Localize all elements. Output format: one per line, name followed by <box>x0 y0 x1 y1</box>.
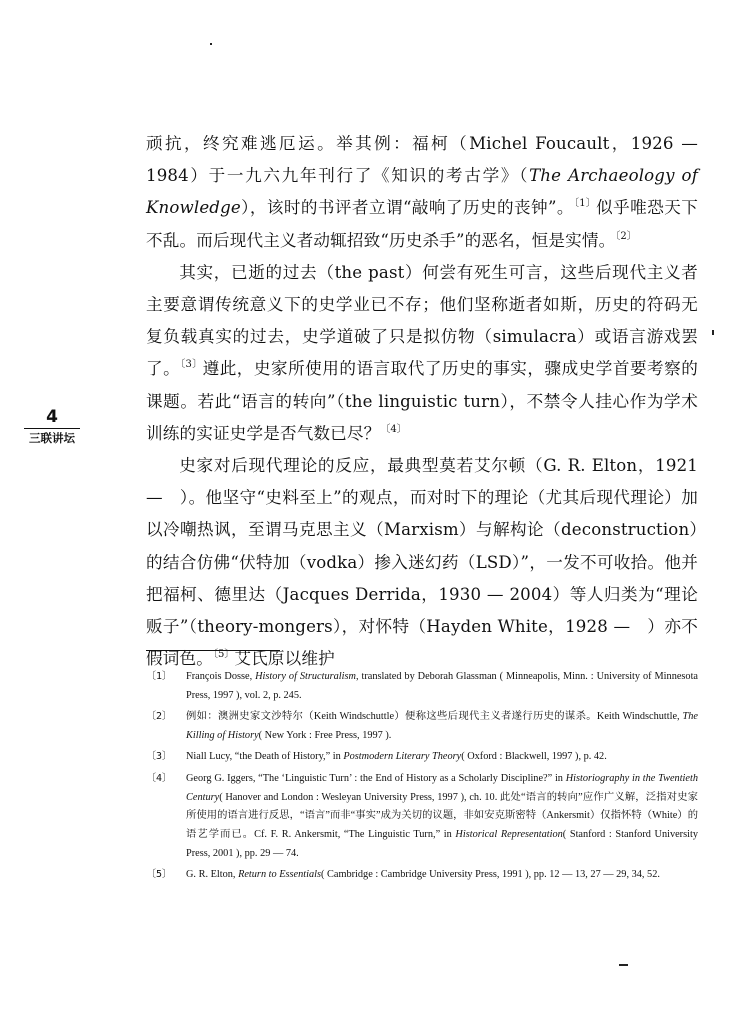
text-run: 其实，已逝的过去（the past）何尝有死生可言，这些后现代主义者主要意谓传统意义下的史学业已不存；他们坚称逝者如斯，历史的符码无复负载真实的过去，史学道破了只是拟仿物（simulacra）或语言游戏罢了。 <box>146 262 698 379</box>
footnote-ref: 〔4〕 <box>380 423 407 435</box>
footnote-number: 〔4〕 <box>146 772 173 784</box>
text-run: ），该时的书评者立谓“敲响了历史的丧钟”。 <box>240 198 574 218</box>
text-run: François Dosse, <box>186 671 256 682</box>
scan-speck <box>619 964 628 966</box>
footnotes <box>146 668 698 888</box>
footnote <box>146 668 698 706</box>
footnote-text <box>186 708 698 746</box>
footnote <box>146 748 698 767</box>
text-run: ( Stanford : Stanford University Press, 2001 ), pp. 29 — 74. <box>186 829 698 859</box>
text-run: 艾氏原以维护 <box>234 649 335 669</box>
footnote-number: 〔3〕 <box>146 751 173 763</box>
text-run: ( Oxford : Blackwell, 1997 ), p. 42. <box>461 751 607 763</box>
footnote-ref: 〔1〕 <box>573 198 597 210</box>
italic-title: Postmodern Literary Theory <box>343 751 462 763</box>
text-run: 遵此，史家所使用的语言取代了历史的事实，骤成史学首要考察的课题。若此“语言的转向”（the linguistic turn），不禁令人挂心作为学术训练的实证史学是否气数已尽？ <box>146 359 698 443</box>
italic-title: Return to Essentials <box>238 869 322 881</box>
footnote-separator <box>146 650 280 651</box>
scan-speck <box>712 330 714 335</box>
footnote-text <box>186 770 698 864</box>
paragraph <box>146 128 698 257</box>
italic-title: Historical Representation <box>455 829 563 841</box>
footnote-number: 〔5〕 <box>146 869 173 881</box>
text-run: 顽抗，终究难逃厄运。举其例：福柯（Michel Foucault，1926 — 1984）于一九六九年刊行了《知识的考古学》（ <box>146 134 698 186</box>
body-text <box>146 128 698 675</box>
italic-title: History of Structuralism <box>255 671 356 682</box>
text-run: 似乎唯恐天下不乱。而后现代主义者动辄招致“历史杀手”的恶名，恒是实情。 <box>146 198 698 250</box>
scan-speck <box>210 43 212 45</box>
italic-title: Historiography in the Twentieth Century <box>186 772 698 803</box>
italic-title: The Killing of History <box>186 711 698 741</box>
italic-title: The Archaeology of Knowledge <box>146 166 698 218</box>
text-run: Georg G. Iggers, “The ‘Linguistic Turn’ : the End of History as a Scholarly Discipline?” in <box>186 772 566 784</box>
footnote-number: 〔2〕 <box>146 711 173 723</box>
footnote-text <box>186 668 698 706</box>
text-run: , translated by Deborah Glassman ( Minneapolis, Minn. : University of Minnesota Press, 1997 ), vol. 2, p. 245. <box>186 671 698 701</box>
text-run: 史家对后现代理论的反应，最典型莫若艾尔顿（G. R. Elton，1921 — ）。他坚守“史料至上”的观点，而对时下的理论（尤其后现代理论）加以冷嘲热讽，至谓马克思主义（Marxism）与解构论（deconstruction）的结合仿佛“伏特加（vodka）掺入迷幻药（LSD）”，一发不可收拾。他并把福柯、德里达（Jacques Derrida，1930 — 2004）等人归类为“理论贩子”（theory-mongers），对怀特（Hayden White，1928 — ）亦不假词色。 <box>146 456 698 669</box>
footnote-text <box>186 866 698 885</box>
margin-tag <box>24 406 80 447</box>
text-run: G. R. Elton, <box>186 869 239 881</box>
footnote <box>146 866 698 885</box>
paragraph <box>146 257 698 450</box>
footnote <box>146 770 698 864</box>
text-run: Niall Lucy, “the Death of History,” in <box>186 751 344 763</box>
series-title: 三联讲坛 <box>29 431 75 445</box>
text-run: ( Cambridge : Cambridge University Press, 1991 ), pp. 12 — 13, 27 — 29, 34, 52. <box>321 869 660 881</box>
page-number: 4 <box>46 407 58 427</box>
paragraph <box>146 450 698 675</box>
text-run: ( Hanover and London : Wesleyan University Press, 1997 ), ch. 10. 此处“语言的转向”应作广义解，泛指对史家所使用的语言进行反思，“语言”而非“事实”成为关切的议题，非如安克斯密特（Ankersmit）仅指怀特（White）的语艺学而已。Cf. F. R. Ankersmit, “The Linguistic Turn,” in <box>186 791 698 841</box>
text-run: ( New York : Free Press, 1997 ). <box>258 729 392 741</box>
footnote-text <box>186 748 698 767</box>
footnote-ref: 〔5〕 <box>212 649 235 661</box>
footnote-ref: 〔2〕 <box>615 230 637 242</box>
footnote-ref: 〔3〕 <box>180 359 203 371</box>
text-run: 例如：澳洲史家文沙特尔（Keith Windschuttle）便称这些后现代主义者遂行历史的谋杀。Keith Windschuttle, <box>186 711 683 723</box>
footnote-number: 〔1〕 <box>146 671 173 682</box>
footnote <box>146 708 698 746</box>
